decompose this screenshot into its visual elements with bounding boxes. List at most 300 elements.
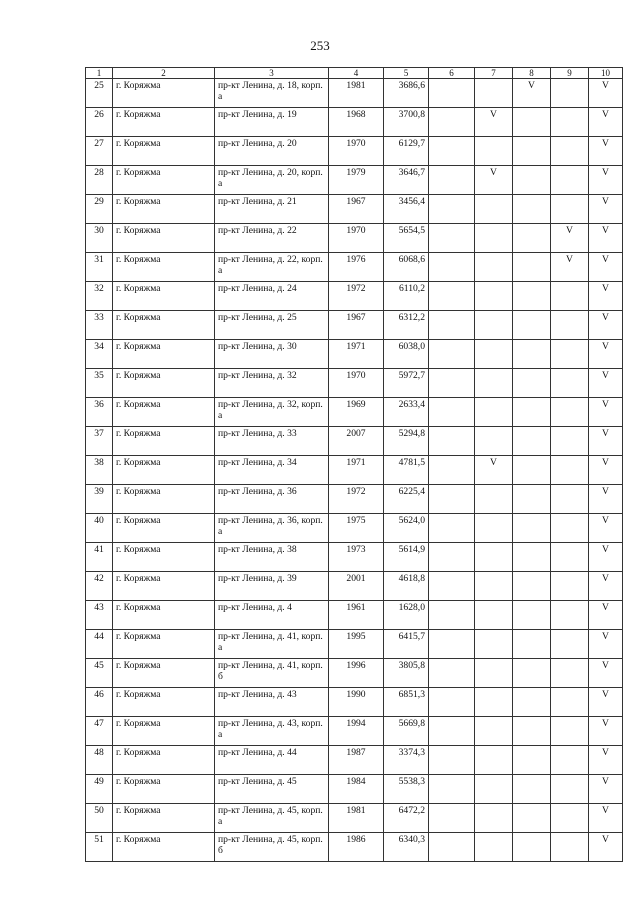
- column-10-mark: V: [589, 398, 623, 427]
- table-row: [86, 485, 623, 514]
- year-cell: 1967: [329, 311, 384, 340]
- year-cell: 1967: [329, 195, 384, 224]
- row-number: 49: [86, 775, 113, 804]
- address-cell: пр-кт Ленина, д. 22, корп. а: [215, 253, 329, 282]
- address-cell: пр-кт Ленина, д. 25: [215, 311, 329, 340]
- column-8-mark: [513, 572, 551, 601]
- column-8-mark: [513, 659, 551, 688]
- column-9-mark: [551, 79, 589, 108]
- area-cell: 3700,8: [384, 108, 429, 137]
- column-6-mark: [429, 688, 475, 717]
- column-9-mark: [551, 804, 589, 833]
- year-cell: 1976: [329, 253, 384, 282]
- table-row: [86, 717, 623, 746]
- address-cell: пр-кт Ленина, д. 41, корп. б: [215, 659, 329, 688]
- column-6-mark: [429, 514, 475, 543]
- column-10-mark: V: [589, 253, 623, 282]
- address-cell: пр-кт Ленина, д. 36: [215, 485, 329, 514]
- column-10-mark: V: [589, 195, 623, 224]
- column-8-mark: [513, 630, 551, 659]
- city-cell: г. Коряжма: [113, 514, 215, 543]
- column-7-mark: [475, 746, 513, 775]
- column-7-mark: [475, 717, 513, 746]
- column-7-mark: V: [475, 108, 513, 137]
- table-row: [86, 253, 623, 282]
- city-cell: г. Коряжма: [113, 224, 215, 253]
- year-cell: 1996: [329, 659, 384, 688]
- year-cell: 1971: [329, 456, 384, 485]
- address-cell: пр-кт Ленина, д. 33: [215, 427, 329, 456]
- area-cell: 4781,5: [384, 456, 429, 485]
- column-9-mark: [551, 137, 589, 166]
- year-cell: 1961: [329, 601, 384, 630]
- table-row: [86, 456, 623, 485]
- year-cell: 1995: [329, 630, 384, 659]
- city-cell: г. Коряжма: [113, 108, 215, 137]
- column-7-mark: V: [475, 456, 513, 485]
- row-number: 25: [86, 79, 113, 108]
- city-cell: г. Коряжма: [113, 601, 215, 630]
- year-cell: 1973: [329, 543, 384, 572]
- area-cell: 6110,2: [384, 282, 429, 311]
- column-header: 5: [384, 68, 429, 79]
- column-9-mark: [551, 775, 589, 804]
- column-6-mark: [429, 543, 475, 572]
- area-cell: 6312,2: [384, 311, 429, 340]
- column-9-mark: [551, 659, 589, 688]
- column-10-mark: V: [589, 746, 623, 775]
- row-number: 33: [86, 311, 113, 340]
- header-row: [86, 68, 623, 79]
- row-number: 37: [86, 427, 113, 456]
- city-cell: г. Коряжма: [113, 572, 215, 601]
- row-number: 46: [86, 688, 113, 717]
- column-8-mark: [513, 340, 551, 369]
- row-number: 48: [86, 746, 113, 775]
- column-7-mark: [475, 79, 513, 108]
- area-cell: 6851,3: [384, 688, 429, 717]
- table-row: [86, 108, 623, 137]
- city-cell: г. Коряжма: [113, 398, 215, 427]
- column-7-mark: [475, 137, 513, 166]
- city-cell: г. Коряжма: [113, 688, 215, 717]
- row-number: 40: [86, 514, 113, 543]
- column-6-mark: [429, 398, 475, 427]
- column-7-mark: [475, 282, 513, 311]
- column-8-mark: [513, 108, 551, 137]
- row-number: 28: [86, 166, 113, 195]
- buildings-table: [85, 67, 623, 862]
- year-cell: 1970: [329, 224, 384, 253]
- table-body: [86, 79, 623, 862]
- row-number: 35: [86, 369, 113, 398]
- address-cell: пр-кт Ленина, д. 20, корп. а: [215, 166, 329, 195]
- address-cell: пр-кт Ленина, д. 18, корп. а: [215, 79, 329, 108]
- city-cell: г. Коряжма: [113, 166, 215, 195]
- column-10-mark: V: [589, 282, 623, 311]
- column-8-mark: [513, 514, 551, 543]
- column-8-mark: [513, 311, 551, 340]
- column-6-mark: [429, 137, 475, 166]
- column-9-mark: [551, 282, 589, 311]
- column-6-mark: [429, 833, 475, 862]
- column-8-mark: [513, 195, 551, 224]
- table-row: [86, 746, 623, 775]
- column-8-mark: [513, 166, 551, 195]
- column-10-mark: V: [589, 688, 623, 717]
- column-7-mark: [475, 572, 513, 601]
- address-cell: пр-кт Ленина, д. 34: [215, 456, 329, 485]
- column-6-mark: [429, 746, 475, 775]
- column-9-mark: [551, 166, 589, 195]
- page-number: 253: [310, 38, 330, 53]
- table-row: [86, 369, 623, 398]
- row-number: 27: [86, 137, 113, 166]
- column-8-mark: V: [513, 79, 551, 108]
- year-cell: 1994: [329, 717, 384, 746]
- address-cell: пр-кт Ленина, д. 20: [215, 137, 329, 166]
- address-cell: пр-кт Ленина, д. 45, корп. а: [215, 804, 329, 833]
- address-cell: пр-кт Ленина, д. 22: [215, 224, 329, 253]
- column-8-mark: [513, 746, 551, 775]
- column-6-mark: [429, 79, 475, 108]
- table-row: [86, 195, 623, 224]
- column-6-mark: [429, 775, 475, 804]
- column-10-mark: V: [589, 369, 623, 398]
- table-row: [86, 572, 623, 601]
- city-cell: г. Коряжма: [113, 456, 215, 485]
- column-8-mark: [513, 543, 551, 572]
- area-cell: 6225,4: [384, 485, 429, 514]
- column-6-mark: [429, 804, 475, 833]
- column-9-mark: [551, 543, 589, 572]
- table-row: [86, 775, 623, 804]
- row-number: 38: [86, 456, 113, 485]
- year-cell: 1972: [329, 485, 384, 514]
- column-6-mark: [429, 485, 475, 514]
- area-cell: 3374,3: [384, 746, 429, 775]
- table-row: [86, 427, 623, 456]
- city-cell: г. Коряжма: [113, 630, 215, 659]
- address-cell: пр-кт Ленина, д. 36, корп. а: [215, 514, 329, 543]
- column-8-mark: [513, 137, 551, 166]
- address-cell: пр-кт Ленина, д. 39: [215, 572, 329, 601]
- column-9-mark: [551, 514, 589, 543]
- table-row: [86, 224, 623, 253]
- area-cell: 3805,8: [384, 659, 429, 688]
- column-7-mark: [475, 775, 513, 804]
- column-header: 7: [475, 68, 513, 79]
- area-cell: 5669,8: [384, 717, 429, 746]
- area-cell: 5294,8: [384, 427, 429, 456]
- city-cell: г. Коряжма: [113, 253, 215, 282]
- column-10-mark: V: [589, 543, 623, 572]
- column-7-mark: [475, 485, 513, 514]
- address-cell: пр-кт Ленина, д. 21: [215, 195, 329, 224]
- column-7-mark: [475, 601, 513, 630]
- column-8-mark: [513, 717, 551, 746]
- area-cell: 6340,3: [384, 833, 429, 862]
- area-cell: 5624,0: [384, 514, 429, 543]
- table-row: [86, 688, 623, 717]
- column-10-mark: V: [589, 717, 623, 746]
- column-8-mark: [513, 282, 551, 311]
- column-8-mark: [513, 398, 551, 427]
- column-6-mark: [429, 311, 475, 340]
- column-header: 1: [86, 68, 113, 79]
- column-8-mark: [513, 833, 551, 862]
- column-9-mark: [551, 601, 589, 630]
- column-6-mark: [429, 282, 475, 311]
- column-7-mark: [475, 427, 513, 456]
- city-cell: г. Коряжма: [113, 340, 215, 369]
- row-number: 41: [86, 543, 113, 572]
- column-9-mark: [551, 688, 589, 717]
- city-cell: г. Коряжма: [113, 746, 215, 775]
- column-9-mark: [551, 833, 589, 862]
- column-8-mark: [513, 224, 551, 253]
- area-cell: 2633,4: [384, 398, 429, 427]
- table-row: [86, 282, 623, 311]
- address-cell: пр-кт Ленина, д. 41, корп. а: [215, 630, 329, 659]
- table-row: [86, 340, 623, 369]
- area-cell: 5538,3: [384, 775, 429, 804]
- column-9-mark: [551, 398, 589, 427]
- area-cell: 3456,4: [384, 195, 429, 224]
- column-10-mark: V: [589, 224, 623, 253]
- table-row: [86, 311, 623, 340]
- column-7-mark: [475, 514, 513, 543]
- year-cell: 1971: [329, 340, 384, 369]
- column-6-mark: [429, 601, 475, 630]
- column-7-mark: [475, 630, 513, 659]
- column-7-mark: [475, 369, 513, 398]
- column-header: 10: [589, 68, 623, 79]
- column-header: 9: [551, 68, 589, 79]
- year-cell: 1990: [329, 688, 384, 717]
- column-header: 3: [215, 68, 329, 79]
- city-cell: г. Коряжма: [113, 137, 215, 166]
- row-number: 45: [86, 659, 113, 688]
- table-row: [86, 543, 623, 572]
- address-cell: пр-кт Ленина, д. 19: [215, 108, 329, 137]
- area-cell: 1628,0: [384, 601, 429, 630]
- area-cell: 5614,9: [384, 543, 429, 572]
- area-cell: 6038,0: [384, 340, 429, 369]
- year-cell: 1981: [329, 79, 384, 108]
- column-10-mark: V: [589, 833, 623, 862]
- column-7-mark: [475, 253, 513, 282]
- address-cell: пр-кт Ленина, д. 44: [215, 746, 329, 775]
- area-cell: 6472,2: [384, 804, 429, 833]
- year-cell: 2001: [329, 572, 384, 601]
- row-number: 42: [86, 572, 113, 601]
- column-8-mark: [513, 804, 551, 833]
- column-7-mark: V: [475, 166, 513, 195]
- column-10-mark: V: [589, 311, 623, 340]
- year-cell: 1987: [329, 746, 384, 775]
- year-cell: 1984: [329, 775, 384, 804]
- address-cell: пр-кт Ленина, д. 45: [215, 775, 329, 804]
- year-cell: 1970: [329, 369, 384, 398]
- city-cell: г. Коряжма: [113, 79, 215, 108]
- column-7-mark: [475, 543, 513, 572]
- column-8-mark: [513, 601, 551, 630]
- address-cell: пр-кт Ленина, д. 38: [215, 543, 329, 572]
- column-6-mark: [429, 195, 475, 224]
- column-7-mark: [475, 688, 513, 717]
- table-row: [86, 398, 623, 427]
- address-cell: пр-кт Ленина, д. 43, корп. а: [215, 717, 329, 746]
- column-10-mark: V: [589, 166, 623, 195]
- row-number: 47: [86, 717, 113, 746]
- city-cell: г. Коряжма: [113, 485, 215, 514]
- column-8-mark: [513, 688, 551, 717]
- column-10-mark: V: [589, 775, 623, 804]
- year-cell: 1986: [329, 833, 384, 862]
- row-number: 39: [86, 485, 113, 514]
- address-cell: пр-кт Ленина, д. 4: [215, 601, 329, 630]
- column-header: 4: [329, 68, 384, 79]
- column-8-mark: [513, 427, 551, 456]
- address-cell: пр-кт Ленина, д. 24: [215, 282, 329, 311]
- year-cell: 1970: [329, 137, 384, 166]
- row-number: 36: [86, 398, 113, 427]
- column-9-mark: [551, 456, 589, 485]
- table-row: [86, 79, 623, 108]
- column-9-mark: V: [551, 224, 589, 253]
- column-8-mark: [513, 369, 551, 398]
- area-cell: 3686,6: [384, 79, 429, 108]
- column-6-mark: [429, 572, 475, 601]
- city-cell: г. Коряжма: [113, 369, 215, 398]
- address-cell: пр-кт Ленина, д. 32: [215, 369, 329, 398]
- column-7-mark: [475, 659, 513, 688]
- year-cell: 1981: [329, 804, 384, 833]
- year-cell: 2007: [329, 427, 384, 456]
- row-number: 30: [86, 224, 113, 253]
- column-9-mark: [551, 311, 589, 340]
- column-9-mark: [551, 108, 589, 137]
- column-9-mark: [551, 427, 589, 456]
- year-cell: 1979: [329, 166, 384, 195]
- column-7-mark: [475, 311, 513, 340]
- table-row: [86, 166, 623, 195]
- column-10-mark: V: [589, 456, 623, 485]
- column-6-mark: [429, 659, 475, 688]
- column-9-mark: [551, 369, 589, 398]
- column-header: 2: [113, 68, 215, 79]
- column-7-mark: [475, 833, 513, 862]
- area-cell: 5972,7: [384, 369, 429, 398]
- table-row: [86, 601, 623, 630]
- table-row: [86, 630, 623, 659]
- column-10-mark: V: [589, 804, 623, 833]
- table-row: [86, 514, 623, 543]
- year-cell: 1968: [329, 108, 384, 137]
- area-cell: 6129,7: [384, 137, 429, 166]
- address-cell: пр-кт Ленина, д. 45, корп. б: [215, 833, 329, 862]
- table-row: [86, 137, 623, 166]
- column-6-mark: [429, 369, 475, 398]
- column-10-mark: V: [589, 485, 623, 514]
- city-cell: г. Коряжма: [113, 282, 215, 311]
- address-cell: пр-кт Ленина, д. 32, корп. а: [215, 398, 329, 427]
- year-cell: 1975: [329, 514, 384, 543]
- column-6-mark: [429, 166, 475, 195]
- column-6-mark: [429, 253, 475, 282]
- row-number: 43: [86, 601, 113, 630]
- column-7-mark: [475, 398, 513, 427]
- row-number: 32: [86, 282, 113, 311]
- table-row: [86, 804, 623, 833]
- column-6-mark: [429, 456, 475, 485]
- column-9-mark: [551, 630, 589, 659]
- area-cell: 4618,8: [384, 572, 429, 601]
- city-cell: г. Коряжма: [113, 775, 215, 804]
- column-9-mark: [551, 572, 589, 601]
- column-10-mark: V: [589, 601, 623, 630]
- column-6-mark: [429, 340, 475, 369]
- city-cell: г. Коряжма: [113, 833, 215, 862]
- address-cell: пр-кт Ленина, д. 43: [215, 688, 329, 717]
- table-row: [86, 833, 623, 862]
- column-6-mark: [429, 427, 475, 456]
- column-9-mark: V: [551, 253, 589, 282]
- column-9-mark: [551, 195, 589, 224]
- column-header: 8: [513, 68, 551, 79]
- column-10-mark: V: [589, 340, 623, 369]
- city-cell: г. Коряжма: [113, 804, 215, 833]
- area-cell: 6068,6: [384, 253, 429, 282]
- city-cell: г. Коряжма: [113, 311, 215, 340]
- area-cell: 5654,5: [384, 224, 429, 253]
- address-cell: пр-кт Ленина, д. 30: [215, 340, 329, 369]
- column-10-mark: V: [589, 630, 623, 659]
- column-header: 6: [429, 68, 475, 79]
- year-cell: 1972: [329, 282, 384, 311]
- column-10-mark: V: [589, 572, 623, 601]
- row-number: 29: [86, 195, 113, 224]
- column-7-mark: [475, 224, 513, 253]
- column-10-mark: V: [589, 427, 623, 456]
- table-row: [86, 659, 623, 688]
- column-10-mark: V: [589, 137, 623, 166]
- column-6-mark: [429, 224, 475, 253]
- column-7-mark: [475, 804, 513, 833]
- column-10-mark: V: [589, 514, 623, 543]
- column-8-mark: [513, 775, 551, 804]
- city-cell: г. Коряжма: [113, 427, 215, 456]
- year-cell: 1969: [329, 398, 384, 427]
- column-6-mark: [429, 717, 475, 746]
- area-cell: 6415,7: [384, 630, 429, 659]
- column-10-mark: V: [589, 108, 623, 137]
- row-number: 50: [86, 804, 113, 833]
- column-8-mark: [513, 485, 551, 514]
- column-7-mark: [475, 340, 513, 369]
- city-cell: г. Коряжма: [113, 195, 215, 224]
- city-cell: г. Коряжма: [113, 659, 215, 688]
- column-9-mark: [551, 340, 589, 369]
- column-6-mark: [429, 630, 475, 659]
- column-9-mark: [551, 485, 589, 514]
- city-cell: г. Коряжма: [113, 543, 215, 572]
- row-number: 31: [86, 253, 113, 282]
- column-9-mark: [551, 717, 589, 746]
- row-number: 34: [86, 340, 113, 369]
- city-cell: г. Коряжма: [113, 717, 215, 746]
